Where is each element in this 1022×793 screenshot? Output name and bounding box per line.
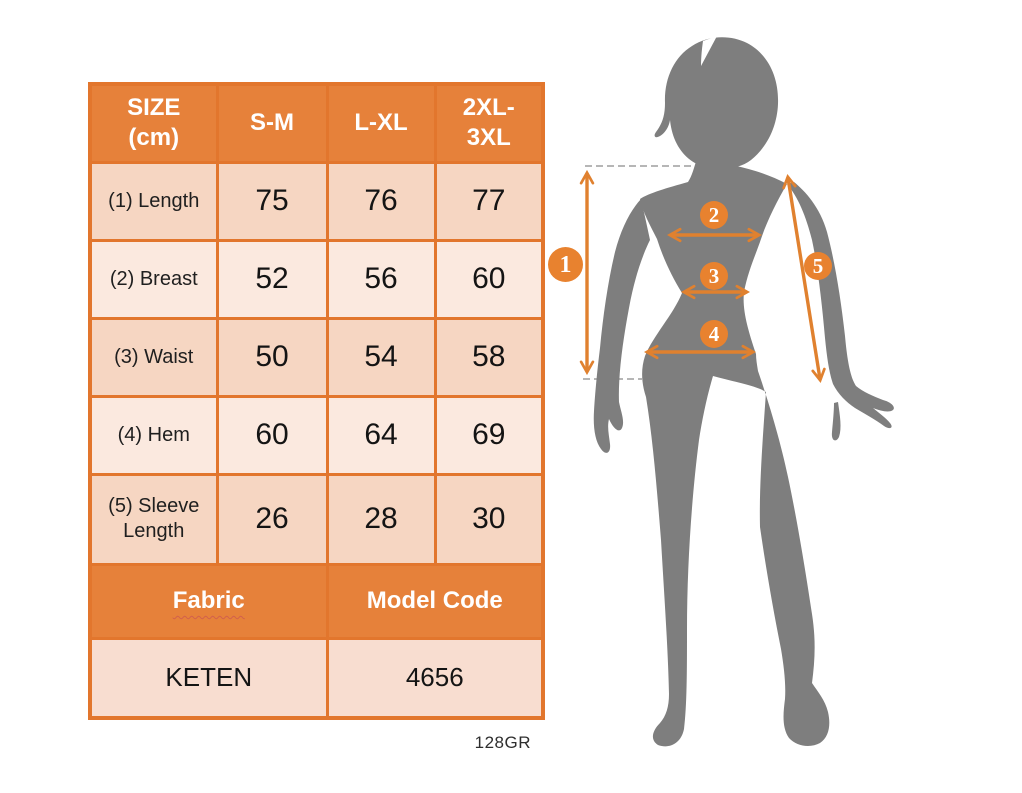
breast-2xl3xl-value: 60 bbox=[435, 240, 543, 318]
col-header-size-cm bbox=[90, 84, 217, 162]
col-header-s-m-label: S-M bbox=[250, 109, 294, 137]
table-row-length bbox=[90, 162, 543, 240]
col-header-l-xl-label: L-XL bbox=[354, 109, 408, 137]
silhouette-head bbox=[655, 37, 778, 169]
woman-silhouette bbox=[594, 36, 894, 746]
size-table-header-row bbox=[90, 84, 543, 162]
measure-marker-4: 4 bbox=[700, 320, 728, 348]
grammage-note: 128GR bbox=[474, 733, 531, 752]
size-chart-table bbox=[88, 82, 545, 720]
measure-marker-3: 3 bbox=[700, 262, 728, 290]
col-header-l-xl bbox=[327, 84, 435, 162]
col-header-2xl-3xl-label: 2XL-3XL bbox=[462, 94, 515, 152]
breast-lxl-value: 56 bbox=[327, 240, 435, 318]
hem-lxl-value: 64 bbox=[327, 396, 435, 474]
col-header-size-cm-label: SIZE (cm) bbox=[127, 94, 181, 152]
silhouette-left-arm bbox=[594, 199, 650, 453]
hem-sm-value: 60 bbox=[217, 396, 327, 474]
fabric-header-cell bbox=[90, 564, 327, 638]
silhouette-right-arm bbox=[787, 182, 894, 428]
row-label-sleeve-length: (5) Sleeve Length bbox=[90, 474, 217, 564]
info-value-row bbox=[90, 638, 543, 718]
table-row-breast bbox=[90, 240, 543, 318]
model-code-header-cell bbox=[327, 564, 543, 638]
fabric-value: KETEN bbox=[90, 638, 327, 718]
row-label-breast: (2) Breast bbox=[90, 240, 217, 318]
sleeve-sm-value: 26 bbox=[217, 474, 327, 564]
table-row-waist bbox=[90, 318, 543, 396]
waist-lxl-value: 54 bbox=[327, 318, 435, 396]
table-row-sleeve-length bbox=[90, 474, 543, 564]
hem-2xl3xl-value: 69 bbox=[435, 396, 543, 474]
model-code-value: 4656 bbox=[327, 638, 543, 718]
row-label-length: (1) Length bbox=[90, 162, 217, 240]
table-row-hem bbox=[90, 396, 543, 474]
measure-marker-2: 2 bbox=[700, 201, 728, 229]
col-header-s-m bbox=[217, 84, 327, 162]
row-label-hem: (4) Hem bbox=[90, 396, 217, 474]
length-lxl-value: 76 bbox=[327, 162, 435, 240]
info-header-row bbox=[90, 564, 543, 638]
length-sm-value: 75 bbox=[217, 162, 327, 240]
waist-2xl3xl-value: 58 bbox=[435, 318, 543, 396]
model-code-header-label: Model Code bbox=[366, 587, 503, 614]
waist-sm-value: 50 bbox=[217, 318, 327, 396]
fabric-header-label: Fabric bbox=[172, 587, 245, 614]
length-2xl3xl-value: 77 bbox=[435, 162, 543, 240]
sleeve-2xl3xl-value: 30 bbox=[435, 474, 543, 564]
breast-sm-value: 52 bbox=[217, 240, 327, 318]
silhouette-torso-legs bbox=[640, 158, 829, 746]
body-measurement-diagram bbox=[540, 0, 1000, 780]
measure-marker-5: 5 bbox=[804, 252, 832, 280]
diagram-svg bbox=[540, 0, 1000, 780]
col-header-2xl-3xl bbox=[435, 84, 543, 162]
row-label-waist: (3) Waist bbox=[90, 318, 217, 396]
silhouette-right-thumb bbox=[832, 402, 841, 440]
measure-marker-1: 1 bbox=[548, 247, 583, 282]
sleeve-lxl-value: 28 bbox=[327, 474, 435, 564]
